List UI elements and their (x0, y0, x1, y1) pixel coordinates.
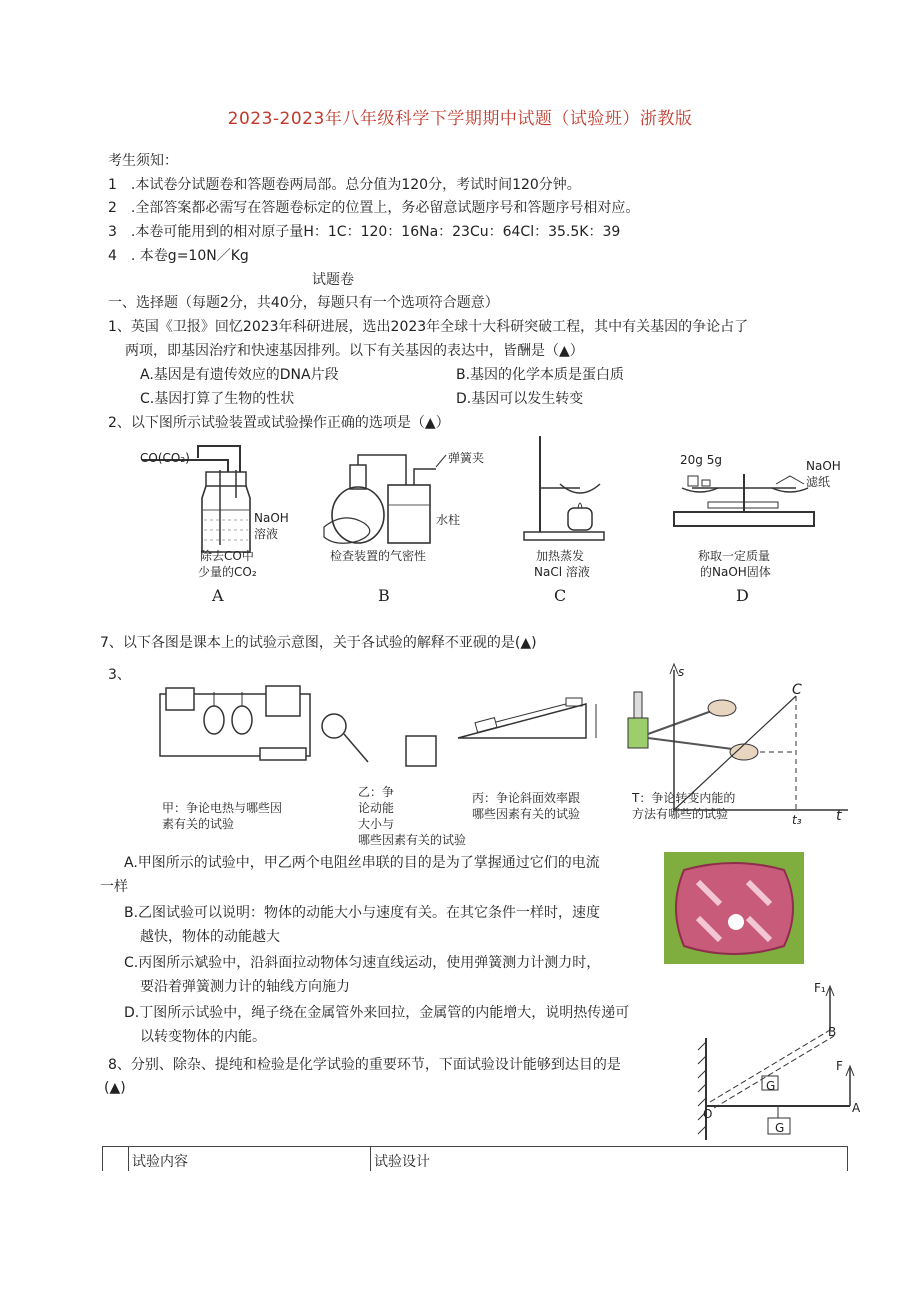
caption-bing: 丙：争论斜面效率跟 (472, 791, 581, 805)
caption-yi: 乙：争 (358, 785, 395, 799)
q1-option-a: A.基因是有遗传效应的DNA片段 (140, 367, 339, 383)
caption-jia: 素有关的试验 (162, 817, 235, 831)
page-title: 2023-2023年八年级科学下学期期中试题（试验班）浙教版 (227, 109, 693, 129)
fig-a-reagent: NaOH (254, 511, 289, 525)
fig-d-paper: 滤纸 (806, 475, 831, 489)
notice-item: 1 .本试卷分试题卷和答题卷两局部。总分值为120分，考试时间120分钟。 (108, 177, 581, 193)
table-border (128, 1147, 129, 1171)
photo-hot-water-bag (664, 852, 804, 964)
caption-yi: 哪些因素有关的试验 (358, 833, 467, 847)
question-8-stem-cont: (▲) (104, 1080, 126, 1096)
fig-b-clip-label: 弹簧夹 (448, 451, 485, 465)
section-title: 试题卷 (312, 272, 354, 288)
notice-item: 2 .全部答案都必需写在答题卷标定的位置上，务必留意试题序号和答题序号相对应。 (108, 200, 640, 216)
lever-label-f: F (836, 1059, 843, 1073)
lever-label-g: G (775, 1121, 785, 1135)
q1-option-b: B.基因的化学本质是蛋白质 (456, 367, 625, 383)
fig-a-letter: A (212, 586, 224, 605)
fig-d-caption: 称取一定质量 (698, 549, 771, 563)
q7-option-c-cont: 要沿着弹簧测力计的轴线方向施力 (140, 979, 350, 995)
figure-d-balance (668, 462, 818, 532)
q7-option-b-cont: 越快，物体的动能越大 (140, 929, 280, 945)
figure-jia-circuit (156, 684, 316, 768)
fig-a-reagent: 溶液 (254, 527, 279, 541)
question-number: 3、 (108, 667, 131, 683)
part-heading: 一、选择题（每题2分，共40分，每题只有一个选项符合题意） (108, 295, 499, 311)
answer-table (102, 1146, 848, 1171)
notice-heading: 考生须知： (108, 153, 178, 169)
graph-axis-t: t (836, 808, 842, 824)
fig-a-caption: 除去CO中 (200, 549, 254, 563)
q7-option-d-cont: 以转变物体的内能。 (140, 1029, 266, 1045)
graph-axis-s: s (678, 665, 685, 679)
fig-c-caption: 加热蒸发 (536, 549, 585, 563)
lever-label-a: A (852, 1101, 861, 1115)
table-header-content: 试验内容 (132, 1154, 188, 1170)
graph-point-c: C (792, 682, 802, 698)
caption-bing: 哪些因素有关的试验 (472, 807, 581, 821)
figure-s-t-graph (660, 660, 850, 830)
q1-option-d: D.基因可以发生转变 (456, 391, 584, 407)
table-border (370, 1147, 371, 1171)
question-1-stem: 1、英国《卫报》回忆2023年科研进展，选出2023年全球十大科研突破工程，其中有关基因的争论占了 (108, 319, 749, 335)
fig-d-naoh: NaOH (806, 459, 841, 473)
q7-option-a-cont: 一样 (100, 879, 128, 895)
q1-option-c: C.基因打算了生物的性状 (140, 391, 295, 407)
caption-jia: 甲：争论电热与哪些因 (162, 801, 283, 815)
caption-yi: 大小与 (358, 817, 395, 831)
fig-d-letter: D (736, 586, 749, 605)
question-2-stem: 2、以下图所示试验装置或试验操作正确的选项是（▲） (108, 415, 450, 431)
question-7-stem: 7、以下各图是课本上的试验示意图，关于各试验的解释不亚砚的是(▲) (100, 635, 537, 651)
question-8-stem: 8、分别、除杂、提纯和检验是化学试验的重要环节，下面试验设计能够到达目的是 (108, 1057, 621, 1073)
fig-b-water-label: 水柱 (436, 513, 461, 527)
lever-label-b: B (828, 1025, 837, 1039)
figure-yi-kinetic (318, 712, 438, 768)
q7-option-c: C.丙图所示斌验中，沿斜面拉动物体匀速直线运动，使用弹簧测力计测力时， (124, 955, 601, 971)
question-1-stem-cont: 两项，即基因治疗和快速基因排列。以下有关基因的表达中，皆酬是（▲） (125, 343, 584, 359)
lever-label-o: O (703, 1107, 713, 1121)
figure-c-evaporation (520, 432, 610, 550)
lever-label-f1: F₁ (814, 981, 826, 995)
caption-ding: 方法有哪些的试验 (632, 807, 729, 821)
fig-a-top-label: CO(CO₂) (140, 451, 190, 465)
fig-d-weights: 20g 5g (680, 453, 722, 467)
caption-ding: T：争论转变内能的 (632, 791, 736, 805)
lever-label-g: G (766, 1079, 776, 1093)
notice-item: 3 .本卷可能用到的相对原子量H：1C：120：16Na：23Cu：64Cl：35.5K：39 (108, 224, 621, 240)
fig-c-letter: C (554, 586, 567, 605)
fig-b-caption: 检查装置的气密性 (330, 549, 427, 563)
table-border (102, 1147, 103, 1171)
figure-bing-incline (456, 694, 606, 740)
fig-c-caption: NaCl 溶液 (534, 565, 590, 579)
q7-option-d: D.丁图所示试验中，绳子绕在金属管外来回拉，金属管的内能增大，说明热传递可 (124, 1005, 630, 1021)
fig-a-caption: 少量的CO₂ (198, 565, 257, 579)
notice-item: 4 . 本卷g=10N／Kg (108, 248, 249, 264)
q7-option-a: A.甲图所示的试验中，甲乙两个电阻丝串联的目的是为了掌握通过它们的电流 (124, 855, 600, 871)
graph-tick-t3: t₃ (792, 813, 802, 827)
q7-option-b: B.乙图试验可以说明：物体的动能大小与速度有关。在其它条件一样时，速度 (124, 905, 601, 921)
table-header-design: 试验设计 (374, 1154, 430, 1170)
fig-b-letter: B (378, 586, 390, 605)
caption-yi: 论动能 (358, 801, 395, 815)
table-border (847, 1147, 848, 1171)
fig-d-caption: 的NaOH固体 (700, 565, 771, 579)
